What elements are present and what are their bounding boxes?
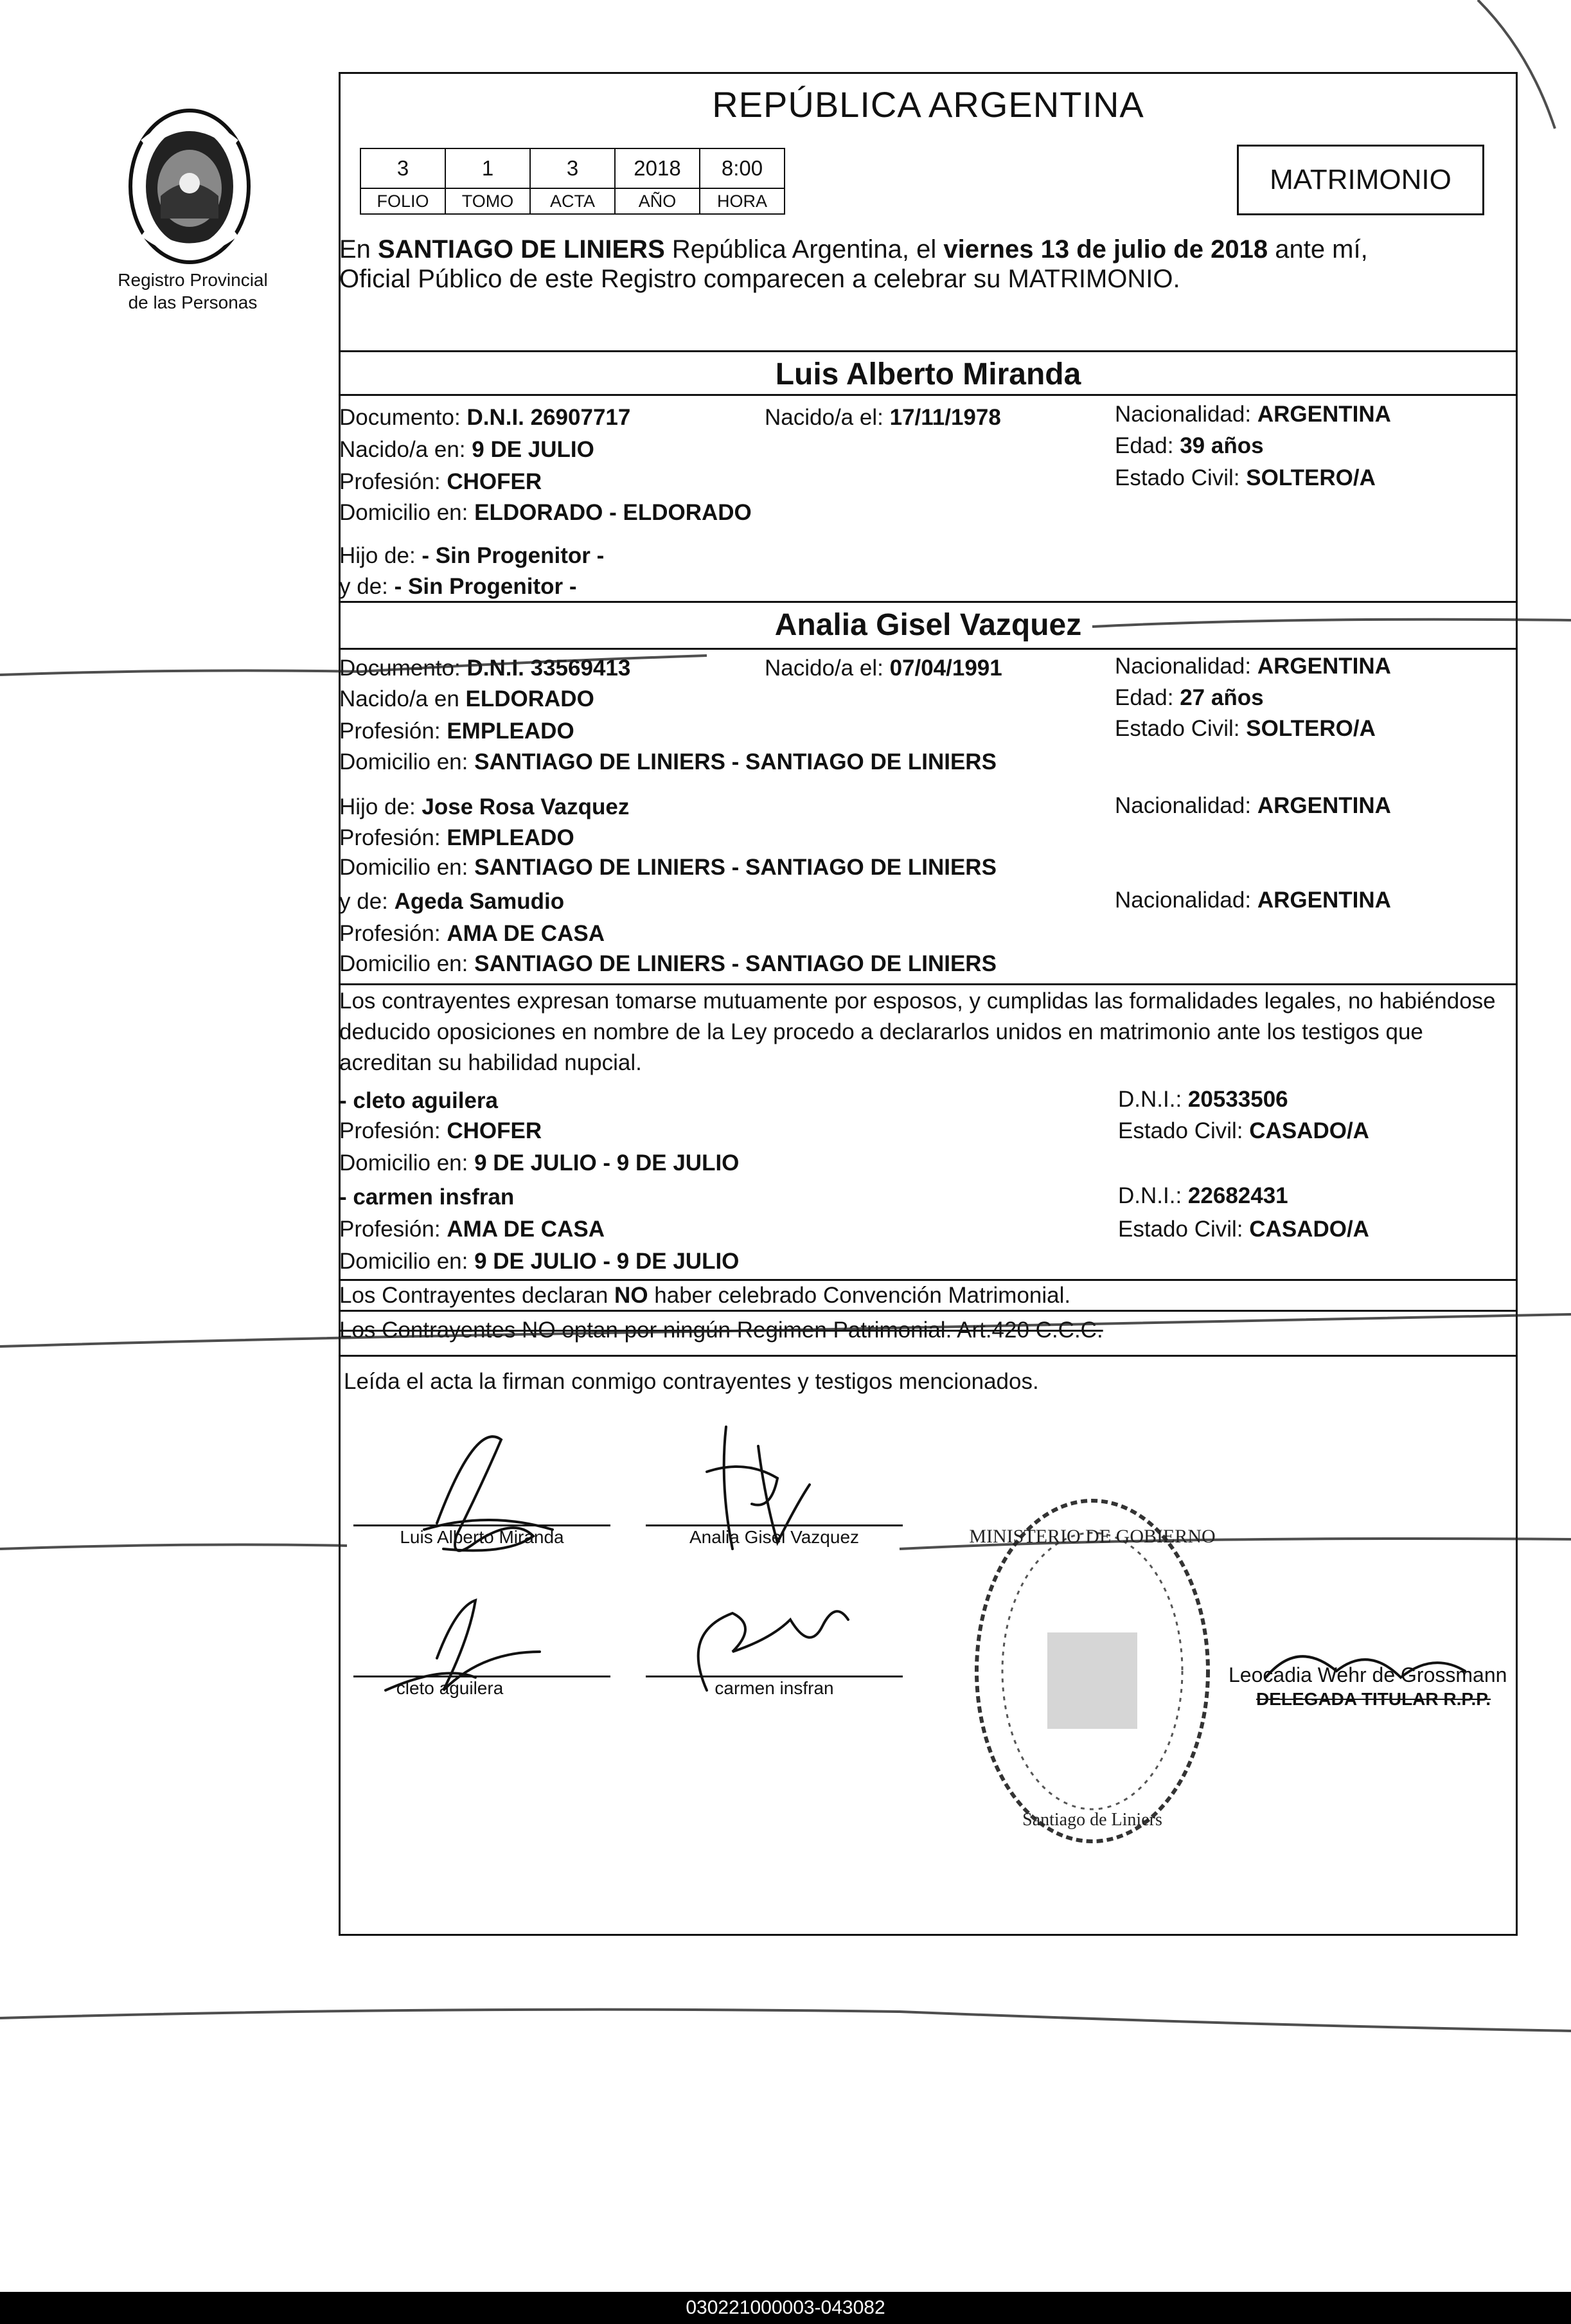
acta-value: 3: [530, 148, 615, 188]
field-value: 22682431: [1187, 1183, 1288, 1208]
field-label: Documento:: [339, 405, 461, 430]
field-value: 39 años: [1180, 433, 1264, 458]
spouse2-name: Analia Gisel Vazquez: [774, 608, 1082, 642]
signature-stroke-spouse1: [424, 1520, 553, 1530]
tomo-value: 1: [445, 148, 530, 188]
field-label: Nacido/a en: [339, 686, 459, 711]
field-label: y de:: [339, 889, 388, 914]
field-label: Nacido/a el:: [765, 656, 883, 681]
spouse2-nacido-el: [765, 656, 1002, 681]
field-value: SANTIAGO DE LINIERS - SANTIAGO DE LINIERS: [474, 951, 997, 976]
field-value: 9 DE JULIO - 9 DE JULIO: [474, 1150, 740, 1175]
field-value: - Sin Progenitor -: [422, 543, 605, 568]
witness1-profesion: [339, 1118, 542, 1144]
ano-value: 2018: [615, 148, 700, 188]
spouse2-domicilio: [339, 749, 997, 775]
intro-line-2: Oficial Público de este Registro comparecen a celebrar su MATRIMONIO.: [339, 265, 1180, 293]
field-value: CASADO/A: [1249, 1217, 1369, 1242]
witness1-estado-civil: [1118, 1118, 1369, 1144]
field-value: ARGENTINA: [1257, 402, 1391, 427]
field-value: CASADO/A: [1249, 1118, 1369, 1143]
field-label: Estado Civil:: [1118, 1217, 1243, 1242]
convention-text: Los Contrayentes declaran: [339, 1283, 615, 1308]
signature-stroke-spouse1: [437, 1436, 533, 1551]
witness2-profesion: [339, 1217, 605, 1242]
field-label: Nacionalidad:: [1115, 888, 1252, 913]
divider: [339, 1355, 1518, 1357]
divider: [339, 983, 1518, 985]
spouse2-father-nacionalidad: [1115, 793, 1391, 819]
hora-value: 8:00: [700, 148, 785, 188]
ano-label: AÑO: [615, 188, 700, 214]
field-value: Jose Rosa Vazquez: [422, 794, 630, 819]
spouse2-father-domicilio: [339, 855, 997, 880]
spouse2-estado-civil: [1115, 716, 1376, 742]
spouse1-y-de: [339, 574, 577, 600]
field-label: Domicilio en:: [339, 1150, 468, 1175]
spouse1-nacido-en: [339, 437, 594, 463]
field-value: ARGENTINA: [1257, 888, 1391, 913]
intro-text: En: [339, 235, 378, 264]
spouse1-name: Luis Alberto Miranda: [775, 357, 1081, 391]
field-value: EMPLEADO: [447, 719, 574, 744]
document-title: REPÚBLICA ARGENTINA: [712, 84, 1144, 125]
document-type-box: MATRIMONIO: [1237, 145, 1484, 215]
hora-label: HORA: [700, 188, 785, 214]
intro-text: República Argentina, el: [664, 235, 944, 264]
divider: [339, 1279, 1518, 1281]
field-label: Profesión:: [339, 1118, 441, 1143]
intro-line-1: [339, 235, 1368, 264]
spouse2-documento: [339, 656, 630, 681]
scan-streak: [0, 1544, 347, 1549]
field-label: Nacido/a el:: [765, 405, 883, 430]
spouse2-mother-name: [339, 889, 564, 915]
spouse2-profesion: [339, 719, 574, 744]
field-label: Domicilio en:: [339, 500, 468, 525]
field-value: ARGENTINA: [1257, 654, 1391, 679]
spouse1-edad: [1115, 433, 1264, 459]
field-value: 27 años: [1180, 685, 1264, 710]
spouse1-nacido-el: [765, 405, 1001, 431]
field-label: Nacionalidad:: [1115, 654, 1252, 679]
field-value: 07/04/1991: [889, 656, 1002, 681]
signature-label-spouse1: Luis Alberto Miranda: [400, 1527, 564, 1547]
intro-date: viernes 13 de julio de 2018: [943, 235, 1268, 264]
field-label: Documento:: [339, 656, 461, 681]
field-value: ARGENTINA: [1257, 793, 1391, 818]
field-label: y de:: [339, 574, 388, 599]
intro-place: SANTIAGO DE LINIERS: [378, 235, 665, 264]
convention-text: haber celebrado Convención Matrimonial.: [648, 1283, 1071, 1308]
registry-name-line2: de las Personas: [128, 292, 258, 312]
field-label: Hijo de:: [339, 543, 416, 568]
field-value: 17/11/1978: [889, 405, 1001, 430]
registry-seal-logo: [125, 106, 254, 267]
spouse2-mother-nacionalidad: [1115, 888, 1391, 913]
field-label: Domicilio en:: [339, 749, 468, 774]
field-value: - carmen insfran: [339, 1184, 515, 1210]
closing-statement: Leída el acta la firman conmigo contrayentes y testigos mencionados.: [344, 1369, 1039, 1394]
field-label: D.N.I.:: [1118, 1087, 1182, 1112]
witness2-dni: [1118, 1183, 1288, 1209]
witness1-name: [339, 1088, 498, 1114]
divider: [339, 601, 1518, 603]
field-value: 9 DE JULIO: [472, 437, 594, 462]
intro-text: ante mí,: [1268, 235, 1368, 264]
legal-declaration: Los contrayentes expresan tomarse mutuamente por esposos, y cumplidas las formalidades legales, no habiéndose deducido oposiciones en nombre de la Ley procedo a declararlos unidos en matrimonio ante los testigos que acreditan su habilidad nupcial.: [339, 988, 1496, 1075]
field-label: Estado Civil:: [1115, 465, 1240, 490]
signature-stroke-witness1: [386, 1600, 540, 1690]
convention-statement: [339, 1283, 1070, 1309]
spouse2-edad: [1115, 685, 1264, 711]
field-value: CHOFER: [447, 1118, 542, 1143]
spouse2-father-name: [339, 794, 629, 820]
witness2-domicilio: [339, 1249, 739, 1274]
field-value: SOLTERO/A: [1246, 465, 1376, 490]
spouse1-nacionalidad: [1115, 402, 1391, 427]
field-label: Profesión:: [339, 921, 441, 946]
folio-value: 3: [360, 148, 445, 188]
field-label: Domicilio en:: [339, 1249, 468, 1274]
field-label: Estado Civil:: [1115, 716, 1240, 741]
field-label: Profesión:: [339, 719, 441, 744]
field-label: Domicilio en:: [339, 855, 468, 880]
field-value: D.N.I. 26907717: [466, 405, 631, 430]
field-value: 9 DE JULIO - 9 DE JULIO: [474, 1249, 740, 1274]
stamp-bottom-text: Santiago de Liniers: [1022, 1810, 1162, 1830]
spouse1-estado-civil: [1115, 465, 1376, 491]
field-value: SANTIAGO DE LINIERS - SANTIAGO DE LINIERS: [474, 749, 997, 774]
witness2-name: [339, 1184, 514, 1210]
official-role: DELEGADA TITULAR R.P.P.: [1256, 1689, 1491, 1709]
registry-name-line1: Registro Provincial: [118, 270, 268, 290]
field-label: Edad:: [1115, 433, 1174, 458]
acta-label: ACTA: [530, 188, 615, 214]
spouse1-domicilio: [339, 500, 752, 526]
field-label: Hijo de:: [339, 794, 416, 819]
field-label: Profesión:: [339, 469, 441, 494]
patrimonial-regime-statement: Los Contrayentes NO optan por ningún Regimen Patrimonial. Art.420 C.C.C.: [339, 1318, 1103, 1343]
field-value: CHOFER: [447, 469, 542, 494]
field-value: - Sin Progenitor -: [394, 574, 577, 599]
official-stamp: [964, 1485, 1221, 1857]
field-value: AMA DE CASA: [447, 921, 605, 946]
folio-label: FOLIO: [360, 188, 445, 214]
field-label: Profesión:: [339, 825, 441, 850]
spouse1-profesion: [339, 469, 542, 495]
signature-label-witness1: cleto aguilera: [396, 1678, 504, 1698]
signature-stroke-spouse2: [707, 1427, 810, 1549]
spouse2-father-profesion: [339, 825, 574, 851]
divider: [339, 350, 1518, 352]
convention-no: NO: [614, 1283, 648, 1308]
witness1-domicilio: [339, 1150, 739, 1176]
field-value: SANTIAGO DE LINIERS - SANTIAGO DE LINIERS: [474, 855, 997, 880]
divider: [339, 394, 1518, 396]
spouse2-nacido-en: [339, 686, 594, 712]
spouse2-mother-profesion: [339, 921, 605, 947]
field-value: - cleto aguilera: [339, 1088, 499, 1113]
spouse2-nacionalidad: [1115, 654, 1391, 679]
folio-table: [360, 148, 785, 215]
field-label: Edad:: [1115, 685, 1174, 710]
field-label: Estado Civil:: [1118, 1118, 1243, 1143]
scan-streak: [0, 2010, 1571, 2031]
field-value: EMPLEADO: [447, 825, 574, 850]
spouse1-hijo-de: [339, 543, 604, 569]
field-label: D.N.I.:: [1118, 1183, 1182, 1208]
field-value: Ageda Samudio: [394, 889, 565, 914]
witness1-dni: [1118, 1087, 1288, 1113]
stamp-top-text: MINISTERIO DE GOBIERNO: [969, 1526, 1216, 1547]
signature-stroke-witness2: [698, 1611, 848, 1690]
field-label: Nacionalidad:: [1115, 793, 1252, 818]
official-name: Leocadia Wehr de Grossmann: [1229, 1663, 1507, 1686]
scan-barcode-id: 030221000003-043082: [0, 2292, 1571, 2324]
tomo-label: TOMO: [445, 188, 530, 214]
field-value: AMA DE CASA: [447, 1217, 605, 1242]
spouse1-documento: [339, 405, 630, 431]
field-label: Profesión:: [339, 1217, 441, 1242]
field-label: Nacionalidad:: [1115, 402, 1252, 427]
field-value: ELDORADO - ELDORADO: [474, 500, 752, 525]
signature-label-spouse2: Analia Gisel Vazquez: [689, 1527, 860, 1547]
witness2-estado-civil: [1118, 1217, 1369, 1242]
field-value: SOLTERO/A: [1246, 716, 1376, 741]
spouse2-mother-domicilio: [339, 951, 997, 977]
signature-label-witness2: carmen insfran: [714, 1678, 834, 1698]
divider: [339, 648, 1518, 650]
field-value: 20533506: [1187, 1087, 1288, 1112]
field-label: Nacido/a en:: [339, 437, 466, 462]
field-value: D.N.I. 33569413: [466, 656, 631, 681]
divider: [339, 1310, 1518, 1312]
field-value: ELDORADO: [465, 686, 594, 711]
field-label: Domicilio en:: [339, 951, 468, 976]
